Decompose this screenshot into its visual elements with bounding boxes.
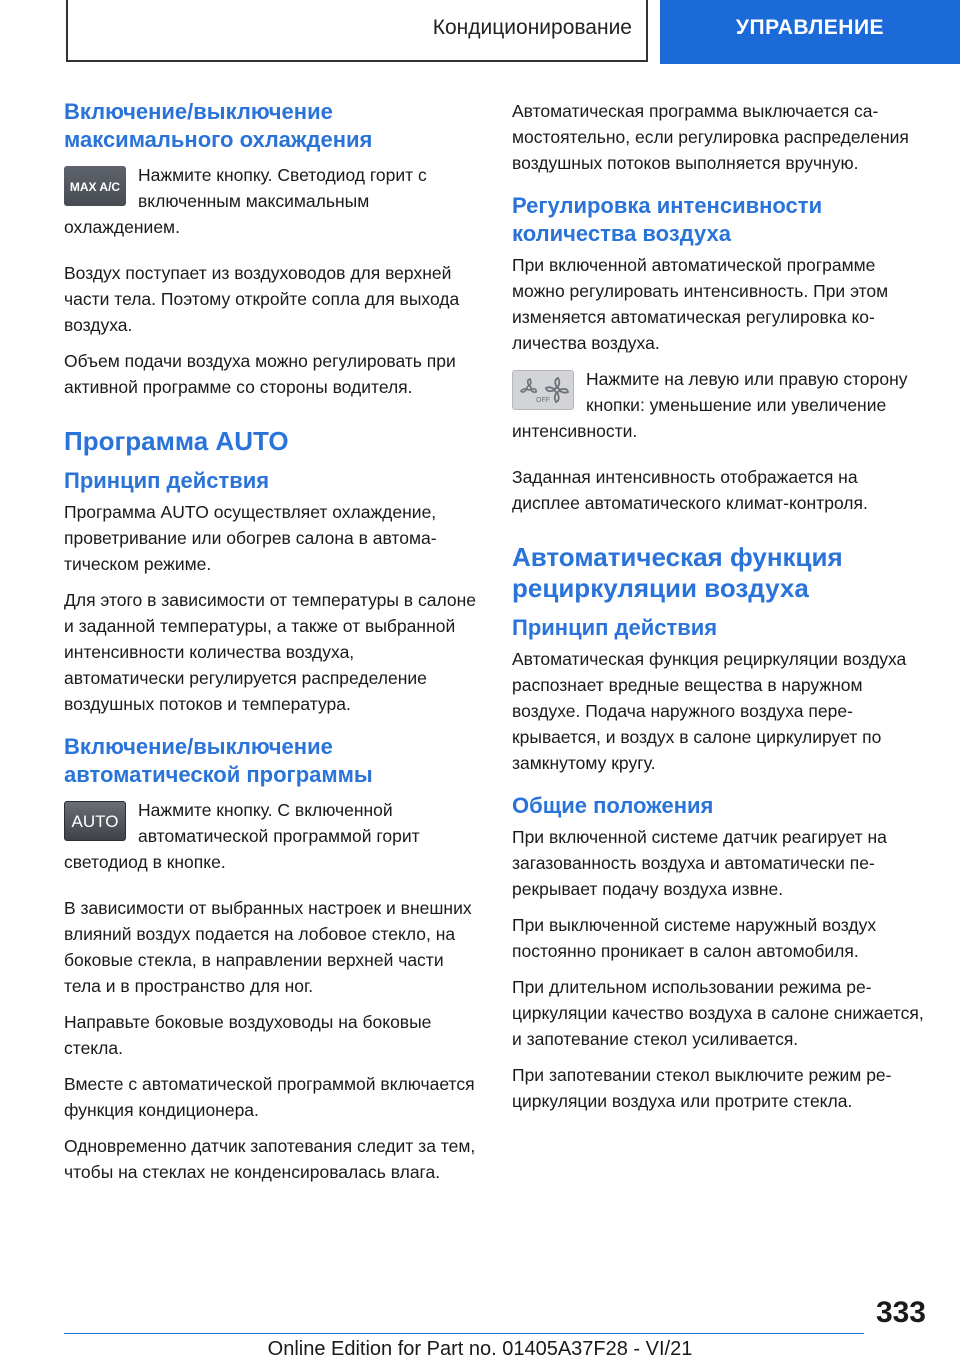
page-number: 333 [875,1296,926,1329]
fan-instruction [512,366,926,454]
paragraph: Направьте боковые воздуховоды на боковые стекла. [64,1012,432,1058]
auto-program-heading: Программа AUTO [64,426,289,456]
auto-onoff-heading: Включение/выключение автоматической программы [64,734,373,787]
chapter-tab: УПРАВЛЕНИЕ [660,0,960,64]
paragraph: Заданная интенсивность отображается на дисплее автоматического климат-контроля. [512,467,868,513]
right-column [512,98,926,1124]
paragraph: Одновременно датчик запотевания следит за тем, чтобы на стеклах не конденсировалась влага. [64,1136,476,1182]
paragraph: Автоматическая программа выключается самостоятельно, если регулировка распределения воздушных потоков выполняется вручную. [512,101,909,173]
paragraph: В зависимости от выбранных настроек и внешних влияний воздух подается на лобовое стекло, на боковые стекла, в направлении верхней части тела и в пространство для ног. [64,898,472,996]
paragraph: Для этого в зависимости от температуры в салоне и заданной температуры, а также от выбранной интенсивности количества воздуха, автоматически регулируется распределение воздушных потоков и температура. [64,590,476,714]
fan-button-icon [512,370,574,410]
fan-text: Нажмите на левую или правую сторону кнопки: уменьшение или увеличение интенсивности. [512,369,908,441]
auto-button-icon [64,801,126,841]
paragraph: Воздух поступает из воздуховодов для верхней части тела. Поэтому откройте сопла для выхода воздуха. [64,263,460,335]
fan-off-icon [521,379,536,392]
max-ac-text: Нажмите кнопку. Светодиод горит с включенным максимальным охлаждением. [64,165,427,237]
principle-heading: Принцип действия [64,468,270,493]
auto-text: Нажмите кнопку. С включенной автоматической программой горит светодиод в кнопке. [64,800,420,872]
svg-text:AUTO: AUTO [71,812,119,831]
principle-heading: Принцип действия [512,615,718,640]
auto-instruction [64,797,478,885]
paragraph: Автоматическая функция рециркуляции воздуха распознает вредные вещества в наружном воздухе. Подача наружного воздуха перекрывается, и воздух в салоне циркулирует по замкнутому кругу. [512,649,907,773]
edition-note: Online Edition for Part no. 01405A37F28 - VI/21 [267,1338,693,1360]
recirculation-heading: Автоматическая функция рециркуляции воздуха [512,542,843,603]
svg-text:OFF: OFF [536,397,550,404]
left-column [64,98,478,1195]
paragraph: Программа AUTO осуществляет охлаждение, проветривание или обогрев салона в автоматическом режиме. [64,502,437,574]
paragraph: При длительном использовании режима рециркуляции качество воздуха в салоне снижается, и запотевание стекол усиливается. [512,977,924,1049]
paragraph: Вместе с автоматической программой включается функция кондиционера. [64,1074,475,1120]
max-ac-instruction [64,162,478,250]
max-ac-heading: Включение/выключение максимального охлаждения [64,99,373,152]
section-title: Кондиционирование [66,0,648,62]
max-ac-button-icon [64,166,126,206]
intensity-heading: Регулировка интенсивности количества воздуха [512,193,823,246]
paragraph: При включенной автоматической программе можно регулировать интенсивность. При этом изменяется автоматическая регулировка количества воздуха. [512,255,889,353]
page-header [0,0,960,64]
paragraph: При запотевании стекол выключите режим рециркуляции воздуха или протрите стекла. [512,1065,892,1111]
svg-text:MAX A/C: MAX A/C [69,180,121,194]
paragraph: При выключенной системе наружный воздух постоянно проникает в салон автомобиля. [512,915,877,961]
paragraph: При включенной системе датчик реагирует на загазованность воздуха и автоматически перекрывает подачу воздуха извне. [512,827,887,899]
general-heading: Общие положения [512,793,714,818]
footer-divider [64,1333,864,1334]
paragraph: Объем подачи воздуха можно регулировать при активной программе со стороны водителя. [64,351,456,397]
